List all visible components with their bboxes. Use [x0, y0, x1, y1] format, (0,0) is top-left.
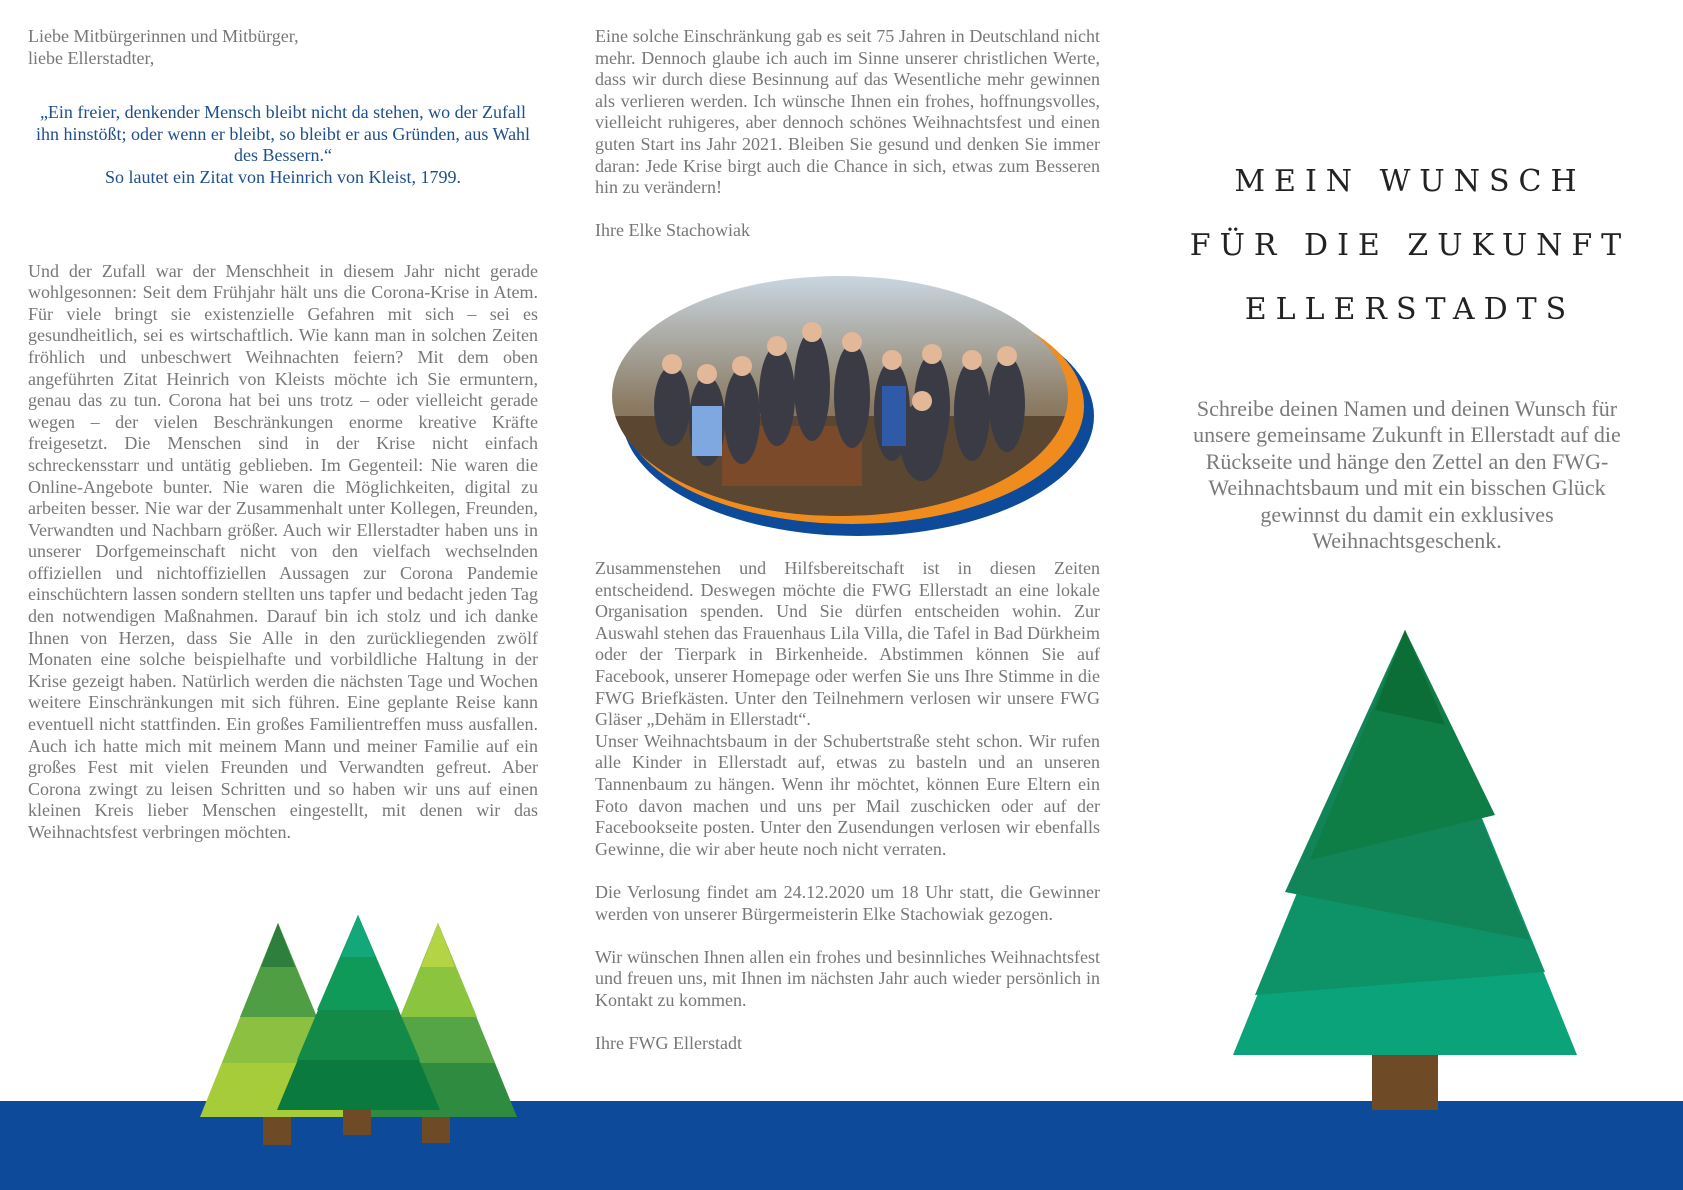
christmas-tree-large [1225, 630, 1585, 1110]
quote-source: So lautet ein Zitat von Heinrich von Kleist, 1799. [105, 166, 461, 187]
letter-paragraph-3: Unser Weihnachtsbaum in der Schubertstraße steht schon. Wir rufen alle Kinder in Ellerstadt auf, etwas zu basteln und an unseren Tannenbaum zu hängen. Wenn ihr möchtet, können Eure Eltern ein Foto davon machen und uns per Mail zuschicken oder auf der Facebookseite posten. Unter den Zusendungen verlosen wir ebenfalls Gewinne, die wir aber heute noch nicht verraten. [595, 730, 1100, 859]
tree-trunk [1372, 1050, 1438, 1110]
letter-body: Und der Zufall war der Menschheit in diesem Jahr nicht gerade wohlgesonnen: Seit dem Frühjahr hält uns die Corona-Krise in Atem. Für viele bringt sie existenzielle Gefahren mit sich – sei es gesundheitlich, sei es wirtschaftlich. Wie kann man in solchen Zeiten fröhlich und unbeschwert Weihnachten feiern? Mit dem oben angeführten Zitat Heinrich von Kleists möchte ich Sie ermuntern, genau das zu tun. Corona hat bei uns trotz – oder vielleicht gerade wegen – der vielen Beschränkungen enorme kreative Kräfte freigesetzt. Die Menschen sind in der Krise nicht einfach schreckensstarr und untätig geblieben. Im Gegenteil: Nie waren die Online-Angebote bunter. Nie waren die Möglichkeiten, digital zu arbeiten besser. Nie war der Zusammenhalt unter Kollegen, Freunden, Verwandten und Nachbarn größer. Auch wir Ellerstadter haben uns in unserer Dorfgemeinschaft nicht von den vielfach wechselnden offiziellen und nichtoffiziellen Aussagen zur Corona Pandemie einschüchtern lassen sondern stellten uns tapfer und bedacht jeden Tag den notwendigen Maßnahmen. Darauf bin ich stolz und ich danke Ihnen von Herzen, dass Sie Alle in den zurückliegenden zwölf Monaten eine solche beispielhafte und vorbildliche Haltung in der Krise gezeigt haben. Natürlich werden die nächsten Tage und Wochen weitere Einschränkungen mit sich führen. Eine geplante Reise kann eventuell nicht stattfinden. Ein großes Familientreffen muss ausfallen. Auch ich hatte mich mit meinem Mann und meiner Familie auf ein großes Fest mit vielen Freunden und Verwandten gefreut. Aber Corona zwingt zu leisen Schritten und so haben wir uns auf einen kleinen Kreis lieber Menschen eingestellt, mit denen wir das Weihnachtsfest verbringen möchten. [28, 260, 538, 842]
group-photo-illustration [612, 276, 1104, 538]
letter-paragraph-5: Wir wünschen Ihnen allen ein frohes und besinnliches Weihnachtsfest und freuen uns, mit Ihnen im nächsten Jahr auch wieder persönlich in Kontakt zu kommen. [595, 946, 1100, 1010]
kleist-quote: „Ein freier, denkender Mensch bleibt nicht da stehen, wo der Zufall ihn hinstößt; oder wenn er bleibt, so bleibt er aus Gründen, aus Wahl des Bessern.“ [35, 102, 531, 166]
greeting-line-1: Liebe Mitbürgerinnen und Mitbürger, [28, 26, 299, 46]
letter-paragraph-1: Eine solche Einschränkung gab es seit 75 Jahren in Deutschland nicht mehr. Dennoch glaube ich auch im Sinne unserer christlichen Werte, dass wir durch diese Besinnung auf das Wesentliche mehr gewinnen als verlieren werden. Ich wünsche Ihnen ein frohes, hoffnungsvolles, vielleicht ruhigeres, aber dennoch schönes Weihnachtsfest und einen guten Start ins Jahr 2021. Bleiben Sie gesund und denken Sie immer daran: Jede Krise birgt auch die Chance in sich, etwas zum Besseren hin zu verändern! [595, 26, 1100, 198]
title-line-1: MEIN WUNSCH [1234, 164, 1586, 199]
group-photo [612, 276, 1104, 538]
letter-column-left [28, 26, 538, 844]
greeting-line-2: liebe Ellerstadter, [28, 47, 155, 68]
trees-illustration-small [195, 905, 525, 1145]
letter-column-middle-lower [595, 558, 1100, 1055]
title-line-2: FÜR DIE ZUKUNFT [1189, 228, 1631, 263]
signature-mayor: Ihre Elke Stachowiak [595, 220, 750, 241]
letter-paragraph-4: Die Verlosung findet am 24.12.2020 um 18 Uhr statt, die Gewinner werden von unserer Bürgermeisterin Elke Stachowiak gezogen. [595, 881, 1100, 924]
page-title [1170, 150, 1650, 342]
letter-paragraph-2: Zusammenstehen und Hilfsbereitschaft ist in diesen Zeiten entscheidend. Deswegen möchte die FWG Ellerstadt an eine lokale Organisation spenden. Und Sie dürfen entscheiden wohin. Zur Auswahl stehen das Frauenhaus Lila Villa, die Tafel in Bad Dürkheim oder der Tierpark in Birkenheide. Abstimmen können Sie auf Facebook, unserer Homepage oder werfen Sie uns Ihre Stimme in die FWG Briefkästen. Unter den Teilnehmern verlosen wir unsere FWG Gläser „Dehäm in Ellerstadt“. [595, 558, 1100, 730]
signature-fwg: Ihre FWG Ellerstadt [595, 1033, 742, 1054]
wish-instructions: Schreibe deinen Namen und deinen Wunsch für unsere gemeinsame Zukunft in Ellerstadt auf die Rückseite und hänge den Zettel an den FWG-Weihnachtsbaum und mit ein bisschen Glück gewinnst du damit ein exklusives Weihnachtsgeschenk. [1193, 396, 1621, 554]
letter-column-middle [595, 26, 1100, 242]
title-line-3: ELLERSTADTS [1244, 292, 1576, 327]
